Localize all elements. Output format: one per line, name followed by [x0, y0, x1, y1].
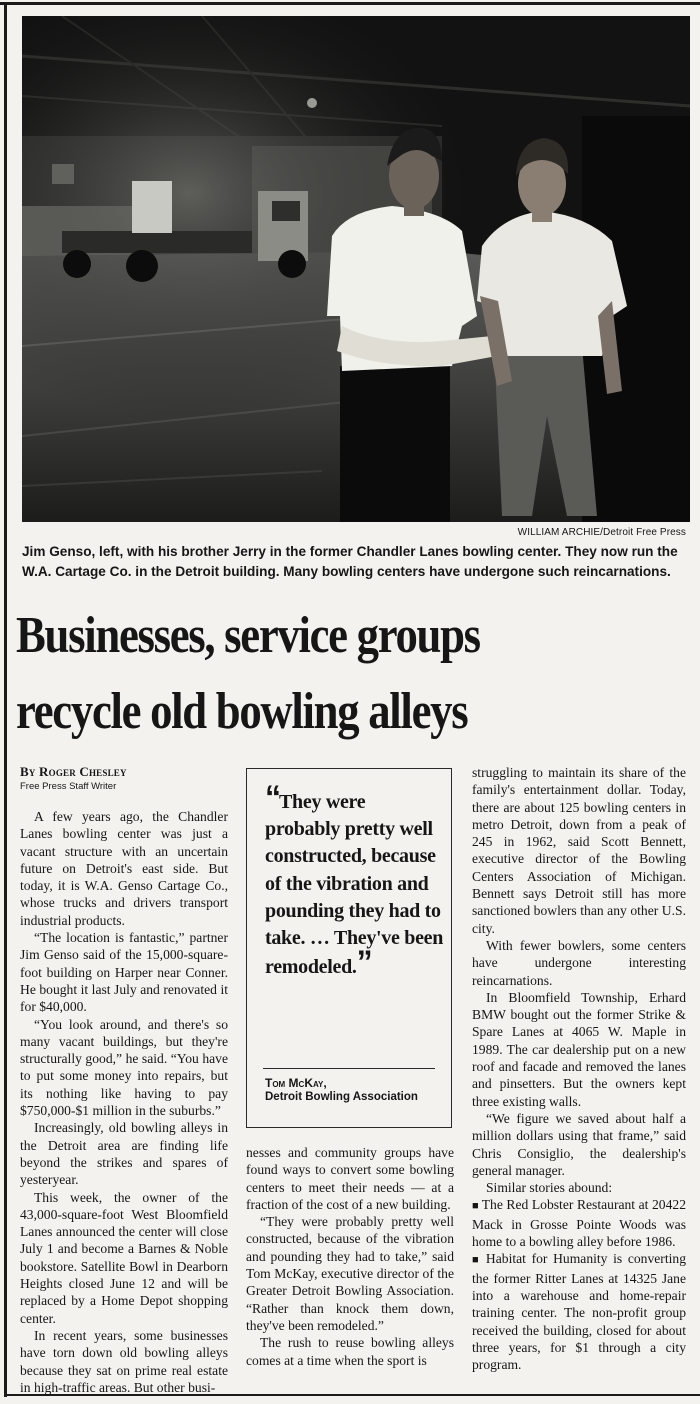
paragraph: This week, the owner of the 43,000-square-foot West Bloomfield Lanes announced the center will close July 1 and become a Barnes & Noble bookstore. Satellite Bowl in Dearborn Heights closed June 12 and will be replaced by a Home Depot shopping center. — [20, 1189, 228, 1326]
close-quote-mark: ” — [356, 944, 371, 981]
headline-line-2: recycle old bowling alleys — [16, 683, 468, 740]
paragraph: struggling to maintain its share of the family's entertainment dollar. Today, there are about 125 bowling centers in metro Detroit, down from a peak of 245 in 1962, said Scott Bennett, executive director of the Bowling Centers Association of Michigan. Bennett says Detroit still has more sanctioned bowlers than any other U.S. city. — [472, 765, 686, 936]
paragraph: Increasingly, old bowling alleys in the Detroit area are finding life beyond the strikes and spares of yesteryear. — [20, 1120, 228, 1188]
headline-line-1: Businesses, service groups — [16, 607, 480, 664]
pull-quote-rule — [263, 1068, 435, 1069]
page-border-left — [4, 2, 7, 1397]
photo-caption: Jim Genso, left, with his brother Jerry in the former Chandler Lanes bowling center. They now run the W.A. Cartage Co. in the Detroit building. Many bowling centers have undergone such reincarnations. — [22, 544, 678, 579]
article-photo — [22, 16, 690, 522]
paragraph: With fewer bowlers, some centers have undergone interesting reincarnations. — [472, 937, 686, 988]
byline-author-line — [20, 764, 127, 780]
paragraph: “You look around, and there's so many vacant buildings, but they're structurally good,” he said. “You have to put some money into repairs, but its nothing like having to pay $750,000-$1 million in the suburbs.” — [20, 1016, 228, 1119]
pull-quote-attribution — [265, 1076, 445, 1104]
paragraph: “They were probably pretty well constructed, because of the vibration and pounding they had to take,” said Tom McKay, executive director of the Greater Detroit Bowling Association. “Rather than knock them down, they've been remodeled.” — [246, 1214, 454, 1333]
pull-quote — [246, 768, 452, 1128]
paragraph: A few years ago, the Chandler Lanes bowling center was just a vacant structure with an uncertain future on Detroit's east side. But today, it is W.A. Genso Cartage Co., whose trucks and drivers transport industrial products. — [20, 809, 228, 928]
page-border-top — [0, 2, 700, 5]
paragraph: In Bloomfield Township, Erhard BMW bought out the former Strike & Spare Lanes at 4065 W. Maple in 1989. The car dealership put on a new roof and facade and removed the lanes and pinsetters. But the owners kept three existing walls. — [472, 989, 686, 1109]
pull-quote-body: They were probably pretty well constructed, because of the vibration and pounding they had to take. … They've been remodeled. — [265, 791, 444, 979]
pull-quote-org: Detroit Bowling Association — [265, 1091, 418, 1103]
photo-credit: WILLIAM ARCHIE/Detroit Free Press — [517, 527, 686, 538]
open-quote-mark: “ — [265, 779, 279, 815]
byline — [20, 764, 127, 792]
paragraph: Similar stories abound: — [486, 1180, 613, 1196]
paragraph: The rush to reuse bowling alleys comes at a time when the sport is — [246, 1335, 454, 1368]
byline-author: Roger Chesley — [39, 764, 127, 779]
byline-staff: Free Press Staff Writer — [20, 781, 117, 792]
headline — [16, 598, 601, 750]
paragraph: “We figure we saved about half a million dollars using that frame,” said Chris Consiglio, the dealership's general manager. — [472, 1110, 686, 1178]
photo-warehouse-two-men-icon — [22, 16, 690, 522]
article-column-2 — [246, 1144, 454, 1369]
pull-quote-text — [265, 779, 445, 981]
bullet-item: ■ The Red Lobster Restaurant at 20422 Mack in Grosse Pointe Woods was home to a bowling alley before 1986. — [472, 1196, 686, 1250]
article-column-3 — [472, 764, 686, 1373]
pull-quote-name: Tom McKay, — [265, 1076, 327, 1090]
byline-prefix: By — [20, 764, 36, 779]
article-column-1 — [20, 808, 228, 1396]
paragraph: nesses and community groups have found ways to convert some bowling centers to meet their needs — at a fraction of the cost of a new building. — [246, 1145, 454, 1212]
bullet-item: ■ Habitat for Humanity is converting the former Ritter Lanes at 14325 Jane into a warehouse and home-repair training center. The non-profit group received the building, closed for about three years, for $1 through a city program. — [472, 1250, 686, 1373]
paragraph: In recent years, some businesses have torn down old bowling alleys because they sat on prime real estate in high-traffic areas. But other busi- — [20, 1327, 228, 1395]
paragraph: “The location is fantastic,” partner Jim Genso said of the 15,000-square-foot building on Harper near Conner. He bought it last July and renovated it for $40,000. — [20, 930, 228, 1015]
